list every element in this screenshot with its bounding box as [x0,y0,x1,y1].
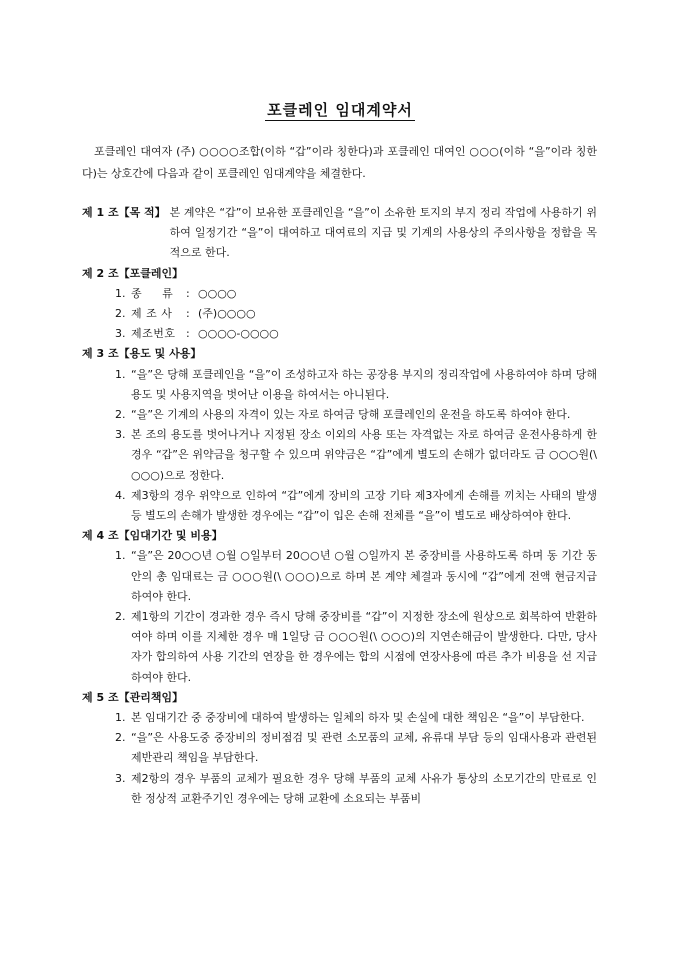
list-item [115,769,597,809]
field-row [115,304,597,324]
document-title-text: 포클레인 임대계약서 [267,101,413,119]
list-item [115,486,597,526]
item-text: 제2항의 경우 부품의 교체가 필요한 경우 당해 부품의 교체 사유가 통상의 소모기간의 만료로 인한 정상적 교환주기인 경우에는 당해 교환에 소요되는 부품비 [131,771,597,805]
article-3-heading: 제 3 조【용도 및 사용】 [82,347,202,361]
list-item [115,607,597,688]
article-2-heading: 제 2 조【포클레인】 [82,266,184,280]
field-colon: : [186,327,190,341]
item-text: 본 조의 용도를 벗어나거나 지정된 장소 이외의 사용 또는 자격없는 자로 하여금 운전사용하게 한 경우 “갑”은 위약금을 청구할 수 있으며 위약금은 “갑”에게 별도의 손해가 없더라도 금 ○○○원(\ ○○○)으로 정한다. [131,428,597,482]
item-text: “을”은 20○○년 ○월 ○일부터 20○○년 ○월 ○일까지 본 중장비를 사용하도록 하며 동 기간 동안의 총 임대료는 금 ○○○원(\ ○○○)으로 하며 본 계약 체결과 동시에 “갑”에게 전액 현금지급하여야 한다. [131,549,597,603]
item-text: “을”은 사용도중 중장비의 정비점검 및 관련 소모품의 교체, 유류대 부담 등의 임대사용과 관련된 제반관리 책임을 부담한다. [131,731,597,765]
field-number: 1. [115,286,126,300]
field-row [115,324,597,344]
list-item [115,728,597,768]
item-text: “을”은 기계의 사용의 자격이 있는 자로 하여금 당해 포클레인의 운전을 하도록 하여야 한다. [131,408,571,422]
field-colon: : [186,307,190,321]
article-4-heading: 제 4 조【임대기간 및 비용】 [82,529,223,543]
list-item [115,365,597,405]
field-number: 2. [115,307,126,321]
article-1-heading: 제 1 조【목 적】 [82,206,166,219]
intro-paragraph: 포클레인 대여자 (주) ○○○○조합(이하 “갑”이라 칭한다)과 포클레인 대여인 ○○○(이하 “을”이라 칭한다)는 상호간에 다음과 같이 포클레인 임대계약을 체결한다. [82,145,597,180]
item-text: 제3항의 경우 위약으로 인하여 “갑”에게 장비의 고장 기타 제3자에게 손해를 끼치는 사태의 발생 등 별도의 손해가 발생한 경우에는 “갑”이 입은 손해 전체를 “을”이 별도로 배상하여야 한다. [131,488,597,523]
item-number: 1. [115,549,126,563]
item-text: 본 임대기간 중 중장비에 대하여 발생하는 일체의 하자 및 손실에 대한 책임은 “을”이 부담한다. [131,711,585,725]
field-colon: : [186,286,190,300]
field-number: 3. [115,327,126,341]
document-title [0,99,680,120]
item-number: 2. [115,731,126,745]
item-number: 2. [115,610,126,624]
article-1-text: 본 계약은 “갑”이 보유한 포클레인을 “을”이 소유한 토지의 부지 정리 작업에 사용하기 위하여 일정기간 “을”이 대여하고 대여료의 지급 및 기계의 사용상의 주의사항을 정함을 목적으로 한다. [169,206,597,260]
field-value: ○○○○-○○○○ [198,327,279,341]
field-label: 제조번호 [131,327,176,341]
item-text: “을”은 당해 포클레인을 “을”이 조성하고자 하는 공장용 부지의 정리작업에 사용하여야 하며 당해 용도 및 사용지역을 벗어난 이용을 하여서는 아니된다. [131,367,597,401]
item-number: 3. [115,771,126,785]
list-item [115,405,597,425]
item-number: 1. [115,367,126,381]
article-5-heading: 제 5 조【관리책임】 [82,690,184,704]
list-item [115,546,597,607]
list-item [115,708,597,728]
field-value: (주)○○○○ [198,307,256,321]
article-1 [82,203,597,264]
item-number: 4. [115,488,126,502]
item-text: 제1항의 기간이 경과한 경우 즉시 당해 중장비를 “갑”이 지정한 장소에 원상으로 회복하여 반환하여야 하며 이를 지체한 경우 매 1일당 금 ○○○원(\ ○○○)의 지연손해금이 발생한다. 다만, 당사자가 합의하여 사용 기간의 연장을 한 경우에는 합의 시점에 연장사용에 따른 추가 비용을 선 지급하여야 한다. [131,610,597,684]
field-value: ○○○○ [198,286,237,300]
field-label: 종 류 [131,286,174,300]
field-label: 제 조 사 [131,307,173,321]
item-number: 1. [115,711,126,725]
list-item [115,425,597,486]
item-number: 2. [115,408,126,422]
contract-body [82,203,597,809]
item-number: 3. [115,428,126,442]
field-row [115,284,597,304]
